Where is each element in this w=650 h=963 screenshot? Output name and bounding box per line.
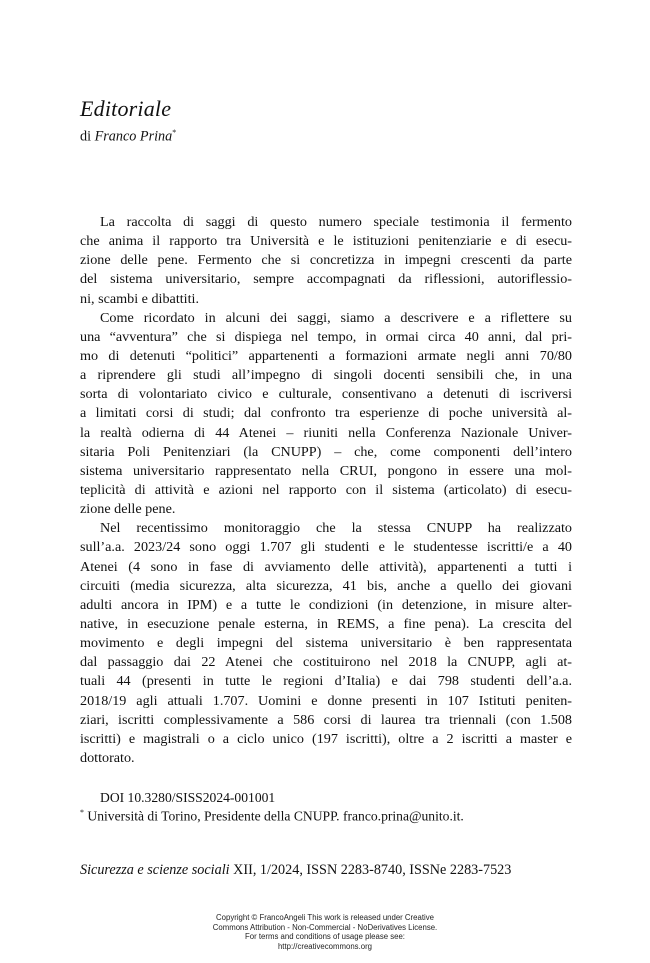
journal-citation — [80, 862, 511, 879]
doi: DOI 10.3280/SISS2024-001001 — [100, 790, 276, 805]
copyright-notice — [150, 913, 500, 951]
body-text-line: tuali 44 (presenti in tutte le regioni d’Italia) e dai 798 studenti dell’a.a. — [80, 673, 572, 690]
body-text-line: Nel recentissimo monitoraggio che la stessa CNUPP ha realizzato — [100, 520, 572, 537]
body-text-line: ni, scambi e dibattiti. — [80, 290, 199, 307]
author-name: Franco Prina — [94, 128, 173, 145]
body-text-line: a riprendere gli studi all’impegno di singoli docenti sensibili che, in una — [80, 367, 572, 384]
body-text-line: teplicità di attività e azioni nel rapporto con il sistema (articolato) di esecu- — [80, 481, 572, 498]
body-text-line: una “avventura” che si dispiega nel tempo, in ormai circa 40 anni, dal pri- — [80, 328, 572, 345]
body-text-line: 2018/19 agli attuali 1.707. Uomini e donne presenti in 107 Istituti peniten- — [80, 692, 572, 709]
body-text-line: che anima il rapporto tra Università e le istituzioni penitenziarie e di esecu- — [80, 233, 572, 250]
body-text-line: dal passaggio dai 22 Atenei che costituirono nel 2018 la CNUPP, agli at- — [80, 654, 572, 671]
body-text-line: sorta di volontariato civico e culturale, consentivano a detenuti di iscriversi — [80, 386, 572, 403]
article-title: Editoriale — [80, 96, 172, 121]
affiliation-footnote-mark: * — [80, 808, 84, 817]
body-text-line: mo di detenuti “politici” appartenenti a formazioni armate negli anni 70/80 — [80, 347, 572, 364]
body-text-line: sitaria Poli Penitenziari (la CNUPP) – che, come componenti dell’intero — [80, 443, 572, 460]
body-text-line: dottorato. — [80, 749, 135, 766]
byline-prefix: di — [80, 128, 92, 145]
body-text-line: adulti ancora in IPM) e a tutte le condizioni (in detenzione, in misure alter- — [80, 596, 572, 613]
body-text-line: ziari, iscritti complessivamente a 586 corsi di laurea tra triennali (con 1.508 — [80, 711, 572, 728]
author-footnote-mark: * — [172, 128, 177, 137]
body-text-line: iscritti) e magistrali o a ciclo unico (197 iscritti), oltre a 2 iscritti a master e — [80, 730, 572, 747]
body-text-line: La raccolta di saggi di questo numero speciale testimonia il fermento — [100, 214, 572, 230]
body-text-line: del sistema universitario, sempre accompagnati da riflessioni, autoriflessio- — [80, 271, 572, 288]
body-text-line: circuiti (media sicurezza, alta sicurezza, 41 bis, anche a quello dei giovani — [80, 577, 572, 594]
journal-details: XII, 1/2024, ISSN 2283-8740, ISSNe 2283-7523 — [233, 862, 512, 878]
byline — [80, 128, 176, 146]
body-text-line: Atenei (4 sono in fase di avviamento delle attività), appartenenti a tutti i — [80, 558, 572, 575]
body-text-line: la realtà odierna di 44 Atenei – riuniti nella Conferenza Nazionale Univer- — [80, 424, 572, 441]
body-text-line: Come ricordato in alcuni dei saggi, siamo a descrivere e a riflettere su — [100, 309, 572, 326]
body-text-line: sistema universitario rappresentato nella CRUI, pongono in essere una mol- — [80, 462, 572, 479]
body-text-line: movimento e degli impegni del sistema universitario è ben rappresentata — [80, 635, 572, 652]
journal-name: Sicurezza e scienze sociali — [80, 862, 230, 878]
body-text-line: native, in esecuzione penale esterna, in REMS, a fine pena). La crescita del — [80, 615, 572, 632]
body-text-line: a limitati corsi di studi; dal confronto tra esperienze di poche università al- — [80, 405, 572, 422]
body-text-line: zione delle pene. — [80, 501, 176, 518]
body-text-line: sull’a.a. 2023/24 sono oggi 1.707 gli studenti e le studentesse iscritti/e a 40 — [80, 539, 572, 556]
copyright-line: Commons Attribution - Non-Commercial - NoDerivatives License. — [212, 922, 438, 932]
affiliation-footnote — [80, 808, 464, 825]
affiliation-text: Università di Torino, Presidente della CNUPP. franco.prina@unito.it. — [87, 808, 464, 824]
body-text-line: zione delle pene. Fermento che si concretizza in impegni crescenti da parte — [80, 252, 572, 269]
article-body — [80, 213, 572, 768]
copyright-line: Copyright © FrancoAngeli This work is released under Creative — [216, 913, 434, 922]
copyright-line: For terms and conditions of usage please see: — [245, 932, 405, 942]
copyright-link[interactable]: http://creativecommons.org — [277, 941, 373, 951]
